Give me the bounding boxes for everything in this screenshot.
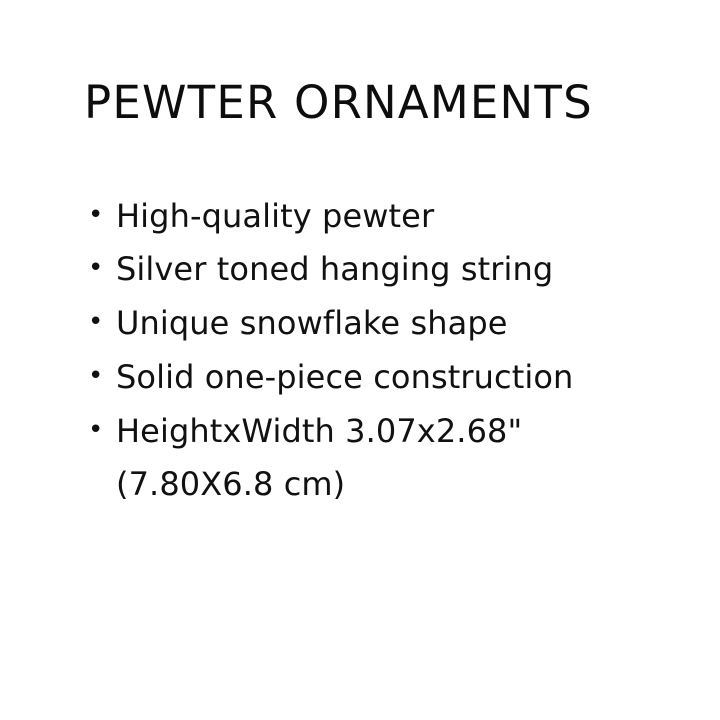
list-item-label: HeightxWidth 3.07x2.68"	[116, 411, 523, 450]
bullet-icon: •	[88, 199, 104, 230]
bullet-icon: •	[88, 414, 104, 445]
list-item	[84, 297, 680, 351]
bullet-icon: •	[88, 360, 104, 391]
page-title: PEWTER ORNAMENTS	[84, 76, 593, 129]
list-item-label: Silver toned hanging string	[116, 250, 554, 289]
list-item	[84, 243, 680, 297]
bullet-icon: •	[88, 307, 104, 337]
list-item-label: Solid one-piece construction	[116, 357, 574, 396]
list-item-label: Unique snowflake shape	[116, 304, 508, 342]
feature-list	[84, 190, 680, 513]
list-item	[84, 351, 680, 405]
list-item-label-continuation: (7.80X6.8 cm)	[116, 465, 346, 504]
bullet-icon: •	[88, 253, 104, 284]
list-item-label: High-quality pewter	[116, 196, 435, 235]
list-item	[84, 405, 680, 513]
list-item	[84, 190, 680, 244]
